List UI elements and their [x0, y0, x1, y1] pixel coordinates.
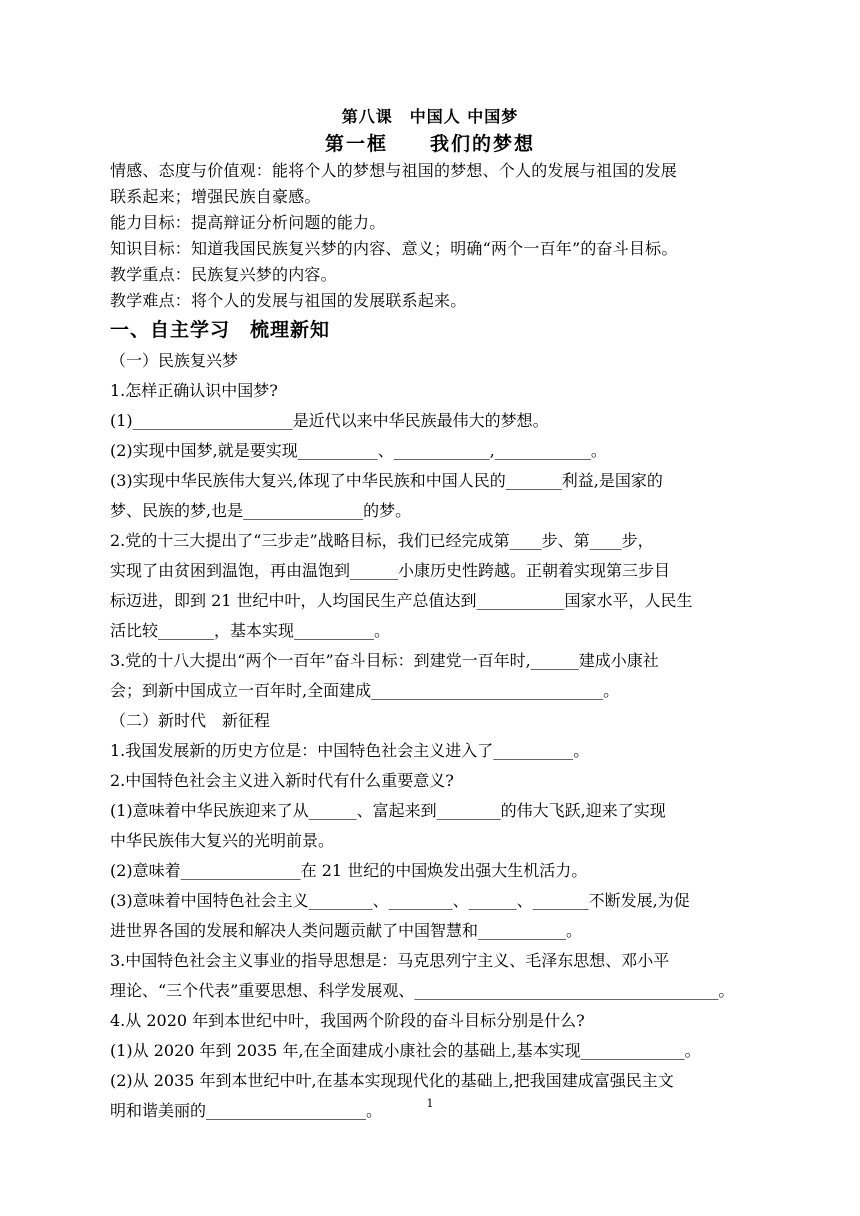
fill-blank-line: (3)实现中华民族伟大复兴,体现了中华民族和中国人民的_______利益,是国家的	[110, 471, 663, 490]
fill-blank-line: 进世界各国的发展和解决人类问题贡献了中国智慧和___________。	[110, 921, 583, 940]
fill-blank-line: (1)从 2020 年到 2035 年,在全面建成小康社会的基础上,基本实现_____________。	[110, 1041, 701, 1060]
objective-line: 教学难点：将个人的发展与祖国的发展联系起来。	[110, 291, 467, 310]
question-line: 4.从 2020 年到本世纪中叶，我国两个阶段的奋斗目标分别是什么?	[110, 1011, 585, 1030]
page-number: 1	[426, 1097, 434, 1110]
fill-blank-line: (2)实现中国梦,就是要实现__________、____________,____________。	[110, 441, 607, 460]
part-national-rejuvenation	[110, 346, 750, 706]
fill-blank-line: 梦、民族的梦,也是_______________的梦。	[110, 501, 412, 520]
fill-blank-line: (1)____________________是近代以来中华民族最伟大的梦想。	[110, 411, 549, 430]
objective-line: 知识目标：知道我国民族复兴梦的内容、意义；明确“两个一百年”的奋斗目标。	[110, 239, 678, 258]
document-page	[110, 104, 750, 1126]
frame-title: 第一框 我们的梦想	[324, 133, 535, 155]
fill-blank-line: 会；到新中国成立一百年时,全面建成_____________________________。	[110, 681, 620, 700]
question-line: 2.中国特色社会主义进入新时代有什么重要意义?	[110, 771, 454, 790]
fill-blank-line: 活比较_______，基本实现__________。	[110, 621, 391, 640]
objectives-block	[110, 158, 750, 314]
fill-blank-line: (2)意味着_______________在 21 世纪的中国焕发出强大生机活力。	[110, 861, 588, 880]
fill-blank-line: 标迈进，即到 21 世纪中叶，人均国民生产总值达到___________国家水平，人民生	[110, 591, 693, 610]
fill-blank-line: 中华民族伟大复兴的光明前景。	[110, 831, 335, 850]
part-heading: （二）新时代 新征程	[110, 711, 271, 730]
objective-line: 教学重点：民族复兴梦的内容。	[110, 265, 337, 284]
lesson-title: 第八课 中国人 中国梦	[341, 107, 519, 126]
question-line: 1.怎样正确认识中国梦?	[110, 381, 278, 400]
fill-blank-line: (2)从 2035 年到本世纪中叶,在基本实现现代化的基础上,把我国建成富强民主文	[110, 1071, 674, 1090]
fill-blank-line: 3.中国特色社会主义事业的指导思想是：马克思列宁主义、毛泽东思想、邓小平	[110, 951, 670, 970]
part-heading: （一）民族复兴梦	[110, 351, 239, 370]
objective-line: 联系起来；增强民族自豪感。	[110, 187, 321, 206]
fill-blank-line: 理论、“三个代表”重要思想、科学发展观、______________________________________。	[110, 981, 735, 1000]
fill-blank-line: (1)意味着中华民族迎来了从______、富起来到________的伟大飞跃,迎来了实现	[110, 801, 666, 820]
objective-line: 情感、态度与价值观：能将个人的梦想与祖国的梦想、个人的发展与祖国的发展	[110, 161, 678, 180]
fill-blank-line: (3)意味着中国特色社会主义________、________、______、_______不断发展,为促	[110, 891, 690, 910]
section-heading: 一、自主学习 梳理新知	[110, 319, 331, 341]
part-new-era	[110, 706, 750, 1126]
fill-blank-line: 3.党的十八大提出“两个一百年”奋斗目标：到建党一百年时,______建成小康社	[110, 651, 659, 670]
objective-line: 能力目标：提高辩证分析问题的能力。	[110, 213, 386, 232]
fill-blank-line: 明和谐美丽的____________________。	[110, 1101, 383, 1120]
fill-blank-line: 1.我国发展新的历史方位是：中国特色社会主义进入了__________。	[110, 741, 590, 760]
fill-blank-line: 2.党的十三大提出了“三步走”战略目标，我们已经完成第____步、第____步，	[110, 531, 654, 550]
fill-blank-line: 实现了由贫困到温饱，再由温饱到______小康历史性跨越。正朝着实现第三步目	[110, 561, 671, 580]
